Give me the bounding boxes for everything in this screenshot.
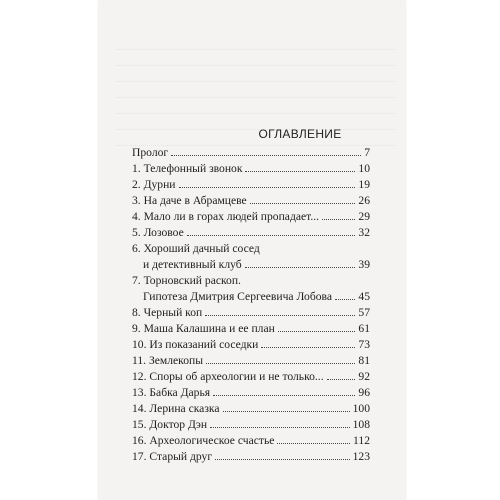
toc-entry-title-continued: и детективный клуб (143, 258, 242, 271)
toc-entry-title: Пролог (132, 146, 169, 159)
toc-entry-1 (132, 161, 370, 177)
toc-entry-title: 12. Споры об археологии и не только... (132, 370, 324, 383)
toc-entry-10 (132, 337, 370, 353)
toc-entry-title: 3. На даче в Абрамцеве (132, 194, 247, 207)
toc-entry-title: 6. Хороший дачный сосед (132, 242, 260, 255)
toc-entry-13 (132, 385, 370, 401)
toc-entry-page: 7 (364, 146, 370, 159)
dot-leader (206, 363, 355, 364)
toc-entry-6 (132, 241, 370, 273)
toc-entry-page: 92 (358, 370, 370, 383)
dot-leader (261, 347, 355, 348)
dot-leader (223, 411, 350, 412)
toc-entry-page: 96 (358, 386, 370, 399)
book-page (98, 0, 406, 500)
dot-leader (187, 235, 356, 236)
dot-leader (205, 315, 355, 316)
toc-entry-page: 39 (358, 258, 370, 271)
toc-entry-title: 16. Археологическое счастье (132, 434, 275, 447)
toc-entry-11 (132, 353, 370, 369)
toc-entry-title: 8. Черный коп (132, 306, 203, 319)
dot-leader (322, 219, 355, 220)
toc-entry-title: 13. Бабка Дарья (132, 386, 211, 399)
dot-leader (245, 171, 355, 172)
toc-entry-title-continued: Гипотеза Дмитрия Сергеевича Лобова (143, 290, 332, 303)
table-of-contents (132, 145, 370, 465)
dot-leader (250, 203, 356, 204)
toc-entry-prologue (132, 145, 370, 161)
toc-entry-title: 1. Телефонный звонок (132, 162, 243, 175)
toc-entry-page: 123 (352, 450, 370, 463)
toc-entry-title: 5. Лозовое (132, 226, 184, 239)
toc-entry-2 (132, 177, 370, 193)
dot-leader (179, 187, 356, 188)
dot-leader (245, 267, 356, 268)
toc-entry-page: 100 (352, 402, 370, 415)
toc-entry-title: 9. Маша Калашина и ее план (132, 322, 275, 335)
toc-entry-page: 61 (358, 322, 370, 335)
toc-entry-page: 108 (352, 418, 370, 431)
toc-entry-5 (132, 225, 370, 241)
toc-entry-title: 15. Доктор Дэн (132, 418, 208, 431)
dot-leader (213, 395, 355, 396)
toc-heading: ОГЛАВЛЕНИЕ (258, 127, 342, 141)
toc-entry-9 (132, 321, 370, 337)
dot-leader (210, 427, 350, 428)
toc-entry-page: 10 (358, 162, 370, 175)
toc-entry-title: 14. Лерина сказка (132, 402, 220, 415)
dot-leader (327, 379, 356, 380)
toc-entry-page: 26 (358, 194, 370, 207)
toc-entry-4 (132, 209, 370, 225)
toc-entry-page: 32 (358, 226, 370, 239)
toc-entry-page: 112 (353, 434, 370, 447)
toc-entry-title: 7. Торновский раскоп. (132, 274, 241, 287)
toc-entry-page: 29 (358, 210, 370, 223)
toc-entry-page: 57 (358, 306, 370, 319)
toc-entry-15 (132, 417, 370, 433)
toc-entry-title: 2. Дурни (132, 178, 176, 191)
toc-entry-title: 17. Старый друг (132, 450, 213, 463)
dot-leader (215, 459, 350, 460)
toc-entry-title: 4. Мало ли в горах людей пропадает... (132, 210, 320, 223)
dot-leader (335, 299, 355, 300)
toc-entry-12 (132, 369, 370, 385)
toc-entry-page: 19 (358, 178, 370, 191)
toc-entry-8 (132, 305, 370, 321)
dot-leader (277, 443, 350, 444)
toc-entry-16 (132, 433, 370, 449)
toc-entry-14 (132, 401, 370, 417)
toc-entry-page: 81 (358, 354, 370, 367)
toc-entry-7 (132, 273, 370, 305)
dot-leader (278, 331, 356, 332)
toc-entry-17 (132, 449, 370, 465)
toc-entry-title: 11. Землекопы (132, 354, 204, 367)
toc-entry-page: 45 (358, 290, 370, 303)
toc-entry-title: 10. Из показаний соседки (132, 338, 259, 351)
toc-entry-page: 73 (358, 338, 370, 351)
toc-entry-3 (132, 193, 370, 209)
dot-leader (171, 155, 361, 156)
